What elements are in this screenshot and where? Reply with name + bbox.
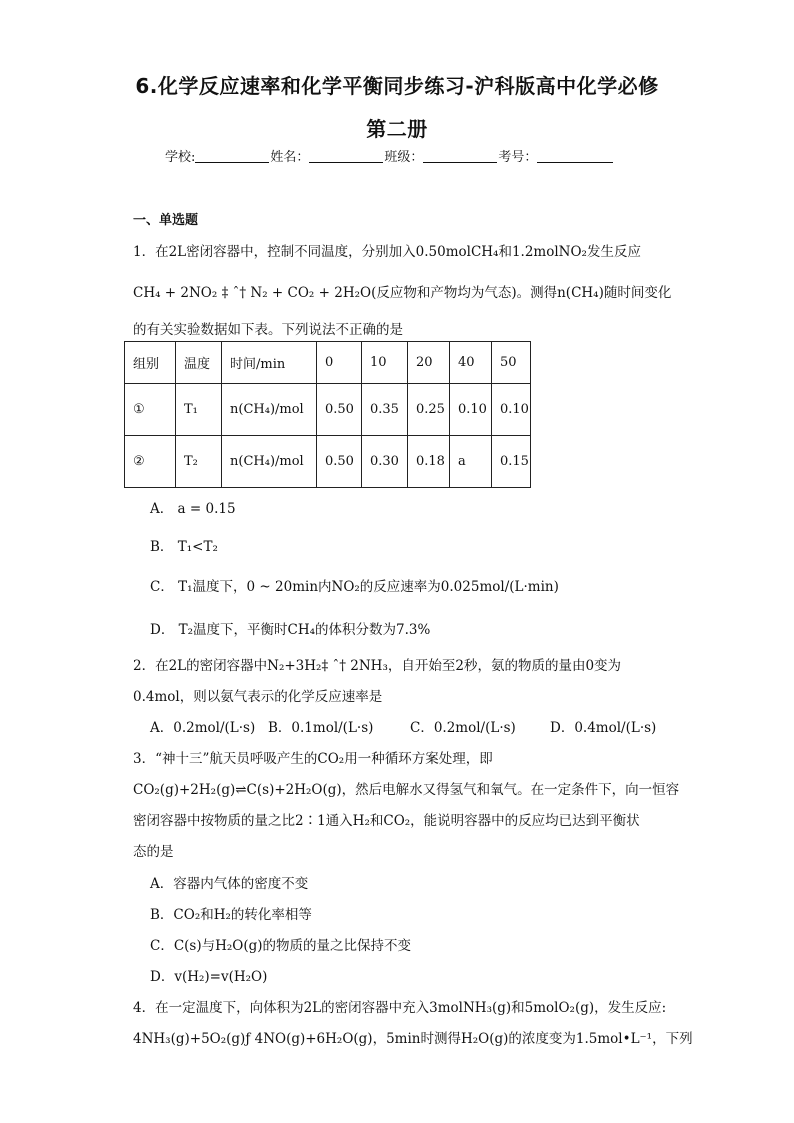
table-header-cell: 50 [492, 342, 531, 384]
table-cell: ① [125, 384, 176, 436]
q2-option-d[interactable]: D．0.4mol/(L·s) [550, 720, 657, 736]
table-cell: T₂ [176, 436, 222, 488]
table-header-cell: 时间/min [222, 342, 317, 384]
q3-stem-line1: 3．“神十三”航天员呼吸产生的CO₂用一种循环方案处理，即 [133, 751, 493, 767]
table-header-row [125, 342, 531, 384]
q4-stem-line1: 4．在一定温度下，向体积为2L的密闭容器中充入3molNH₃(g)和5molO₂(g)，发生反应: [133, 1000, 667, 1016]
q3-stem-line3: 密闭容器中按物质的量之比2∶1通入H₂和CO₂，能说明容器中的反应均已达到平衡状 [133, 813, 640, 829]
table-cell: 0.15 [492, 436, 531, 488]
exam-blank[interactable] [537, 148, 613, 163]
table-cell: a [450, 436, 492, 488]
table-cell: 0.50 [317, 436, 362, 488]
school-label: 学校: [165, 150, 196, 165]
q3-option-b[interactable]: B．CO₂和H₂的转化率相等 [150, 907, 312, 923]
table-header-cell: 组别 [125, 342, 176, 384]
q2-option-b[interactable]: B．0.1mol/(L·s) [268, 720, 374, 736]
q4-stem-line2: 4NH₃(g)+5O₂(g)ƒ 4NO(g)+6H₂O(g)，5min时测得H₂O(g)的浓度变为1.5mol•L⁻¹，下列 [133, 1031, 693, 1047]
table-header-cell: 20 [408, 342, 450, 384]
table-cell: ② [125, 436, 176, 488]
q3-option-d[interactable]: D．v(H₂)=v(H₂O) [150, 969, 268, 985]
q3-stem-line2: CO₂(g)+2H₂(g)⇌C(s)+2H₂O(g)，然后电解水又得氢气和氧气。在一定条件下，向一恒容 [133, 782, 680, 798]
class-label: 班级： [384, 150, 424, 165]
table-row [125, 436, 531, 488]
q1-option-d[interactable]: D． T₂温度下，平衡时CH₄的体积分数为7.3% [150, 622, 431, 638]
table-cell: 0.30 [362, 436, 408, 488]
exam-label: 考号： [498, 150, 538, 165]
q3-stem-line4: 态的是 [133, 844, 174, 860]
q1-stem-line2: CH₄ + 2NO₂ ‡ ˆ† N₂ + CO₂ + 2H₂O(反应物和产物均为气态)。测得n(CH₄)随时间变化 [133, 285, 672, 301]
q3-option-c[interactable]: C．C(s)与H₂O(g)的物质的量之比保持不变 [150, 938, 412, 954]
document-title-line1: 6.化学反应速率和化学平衡同步练习-沪科版高中化学必修 [135, 74, 659, 98]
table-cell: 0.10 [450, 384, 492, 436]
q1-data-table [124, 341, 531, 488]
table-cell: 0.50 [317, 384, 362, 436]
table-header-cell: 40 [450, 342, 492, 384]
section-title: 一、单选题 [133, 213, 199, 228]
table-cell: 0.35 [362, 384, 408, 436]
table-cell: 0.25 [408, 384, 450, 436]
class-blank[interactable] [423, 148, 497, 163]
q3-option-a[interactable]: A．容器内气体的密度不变 [150, 876, 309, 892]
table-header-cell: 10 [362, 342, 408, 384]
name-blank[interactable] [309, 148, 383, 163]
table-row [125, 384, 531, 436]
q2-stem-line2: 0.4mol，则以氨气表示的化学反应速率是 [133, 689, 383, 705]
table-cell: 0.18 [408, 436, 450, 488]
document-title-line2: 第二册 [366, 117, 428, 141]
q2-option-a[interactable]: A．0.2mol/(L·s) [150, 720, 256, 736]
table-cell: n(CH₄)/mol [222, 384, 317, 436]
table-cell: 0.10 [492, 384, 531, 436]
q1-option-a[interactable]: A． a = 0.15 [150, 501, 236, 517]
q2-option-c[interactable]: C．0.2mol/(L·s) [410, 720, 516, 736]
student-info-row [165, 146, 614, 165]
school-blank[interactable] [195, 148, 269, 163]
q1-stem-line1: 1．在2L密闭容器中，控制不同温度，分别加入0.50molCH₄和1.2molNO₂发生反应 [133, 244, 641, 260]
q2-stem-line1: 2．在2L的密闭容器中N₂+3H₂‡ ˆ† 2NH₃，自开始至2秒，氨的物质的量由0变为 [133, 658, 622, 674]
name-label: 姓名： [270, 150, 310, 165]
q1-option-c[interactable]: C． T₁温度下，0 ~ 20min内NO₂的反应速率为0.025mol/(L·min) [150, 579, 559, 595]
table-cell: n(CH₄)/mol [222, 436, 317, 488]
q1-option-b[interactable]: B． T₁<T₂ [150, 539, 218, 555]
q1-stem-line3: 的有关实验数据如下表。下列说法不正确的是 [133, 322, 403, 338]
table-cell: T₁ [176, 384, 222, 436]
table-header-cell: 温度 [176, 342, 222, 384]
table-header-cell: 0 [317, 342, 362, 384]
